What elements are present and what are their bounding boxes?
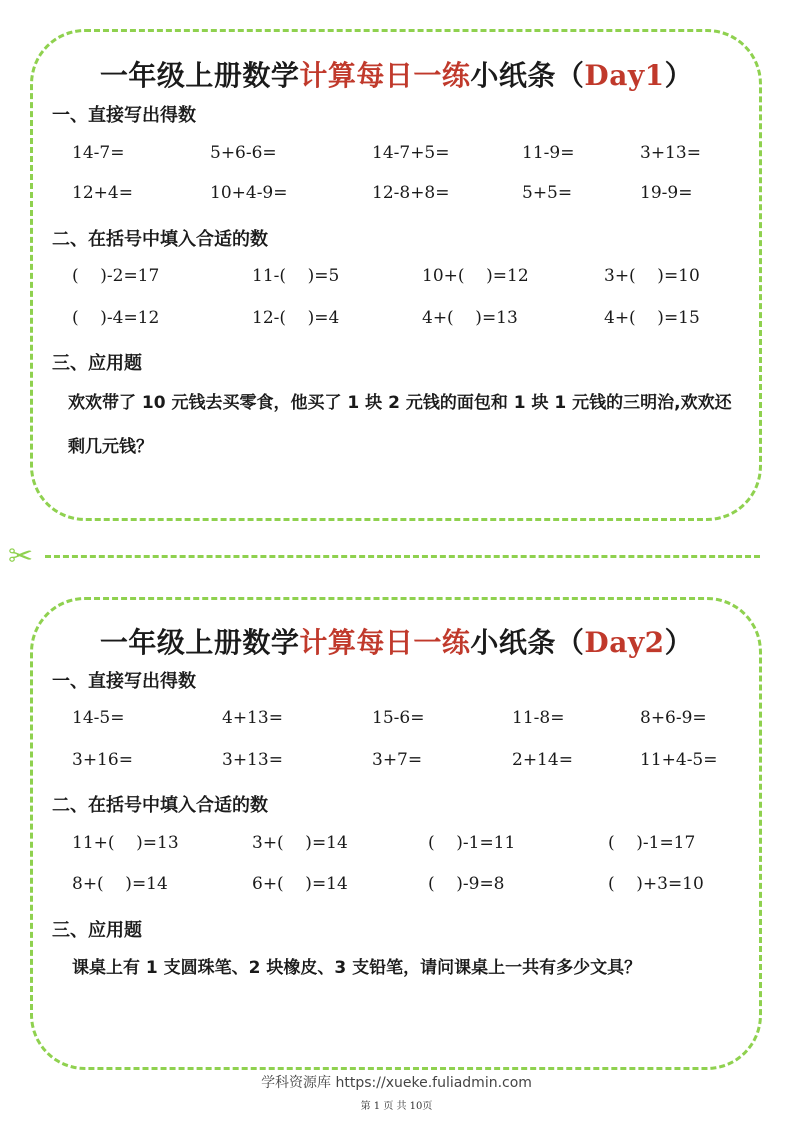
fill-equation: 4+( )=13 — [422, 308, 518, 328]
section-heading-direct: 一、直接写出得数 — [52, 671, 196, 692]
equation: 15-6= — [372, 708, 425, 728]
equation: 12+4= — [72, 183, 133, 203]
section-heading-fill: 二、在括号中填入合适的数 — [52, 795, 268, 816]
equation: 5+5= — [522, 183, 573, 203]
title-red-part: 计算每日一练 — [299, 59, 471, 92]
title-day-label: Day1 — [584, 59, 665, 92]
equation: 3+16= — [72, 750, 133, 770]
direct-row — [0, 143, 793, 167]
direct-row — [0, 183, 793, 207]
page-number: 第 1 页 共 10页 — [360, 1101, 433, 1112]
cut-line — [45, 555, 760, 558]
fill-row — [0, 874, 793, 898]
fill-equation: 3+( )=14 — [252, 833, 348, 853]
title-end-part: ） — [664, 59, 694, 92]
equation: 11-9= — [522, 143, 575, 163]
section-heading-word-problem: 三、应用题 — [52, 353, 142, 374]
title-mid-part: 小纸条（ — [470, 59, 585, 92]
word-problem: 欢欢带了 10 元钱去买零食，他买了 1 块 2 元钱的面包和 1 块 1 元钱的三明治,欢欢还剩几元钱？ — [68, 393, 732, 457]
equation: 10+4-9= — [210, 183, 288, 203]
footer-watermark: 学科资源库 https://xueke.fuliadmin.com — [261, 1075, 532, 1091]
title-mid-part: 小纸条（ — [470, 626, 585, 659]
equation: 12-8+8= — [372, 183, 450, 203]
title-day-label: Day2 — [584, 626, 665, 659]
equation: 14-7+5= — [372, 143, 450, 163]
equation: 14-5= — [72, 708, 125, 728]
fill-equation: 4+( )=15 — [604, 308, 700, 328]
fill-equation: ( )-1=11 — [428, 833, 516, 853]
fill-equation: 6+( )=14 — [252, 874, 348, 894]
equation: 3+13= — [640, 143, 701, 163]
equation: 3+13= — [222, 750, 283, 770]
fill-equation: ( )-1=17 — [608, 833, 696, 853]
equation: 19-9= — [640, 183, 693, 203]
equation: 14-7= — [72, 143, 125, 163]
fill-equation: 10+( )=12 — [422, 266, 529, 286]
fill-row — [0, 266, 793, 290]
title-red-part: 计算每日一练 — [299, 626, 471, 659]
direct-row — [0, 708, 793, 732]
equation: 2+14= — [512, 750, 573, 770]
card-title-day1 — [0, 54, 793, 94]
section-heading-fill: 二、在括号中填入合适的数 — [52, 229, 268, 250]
fill-equation: ( )-9=8 — [428, 874, 505, 894]
word-problem: 课桌上有 1 支圆珠笔、2 块橡皮、3 支铅笔，请问课桌上一共有多少文具？ — [72, 958, 642, 978]
equation: 11-8= — [512, 708, 565, 728]
equation: 8+6-9= — [640, 708, 707, 728]
fill-equation: 8+( )=14 — [72, 874, 168, 894]
equation: 11+4-5= — [640, 750, 718, 770]
equation: 3+7= — [372, 750, 423, 770]
fill-equation: 12-( )=4 — [252, 308, 340, 328]
equation: 5+6-6= — [210, 143, 277, 163]
fill-equation: ( )+3=10 — [608, 874, 704, 894]
scissors-icon: ✂ — [8, 539, 34, 574]
title-black-part: 一年级上册数学 — [99, 626, 300, 659]
equation: 4+13= — [222, 708, 283, 728]
fill-equation: 11-( )=5 — [252, 266, 340, 286]
fill-row — [0, 308, 793, 332]
fill-equation: ( )-2=17 — [72, 266, 160, 286]
section-heading-direct: 一、直接写出得数 — [52, 105, 196, 126]
fill-equation: 11+( )=13 — [72, 833, 179, 853]
fill-equation: 3+( )=10 — [604, 266, 700, 286]
fill-equation: ( )-4=12 — [72, 308, 160, 328]
fill-row — [0, 833, 793, 857]
title-black-part: 一年级上册数学 — [99, 59, 300, 92]
card-title-day2 — [0, 621, 793, 661]
title-end-part: ） — [664, 626, 694, 659]
direct-row — [0, 750, 793, 774]
section-heading-word-problem: 三、应用题 — [52, 920, 142, 941]
